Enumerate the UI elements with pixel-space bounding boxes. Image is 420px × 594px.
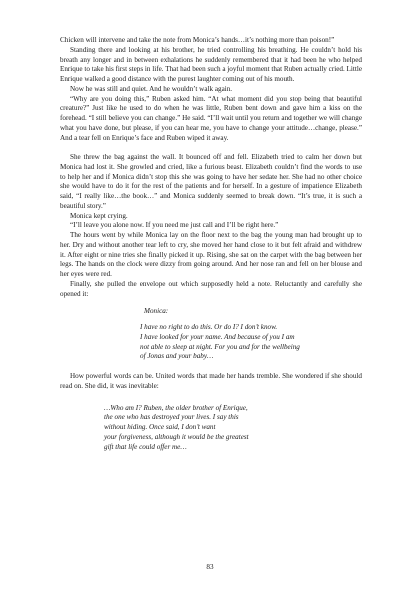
- paragraph: Standing there and looking at his brother, he tried controlling his breathing. He couldn’t hold his breath any longer and in between exhalations he suddenly remembered that it had been he who helped Enrique to take his first steps in life. That had been such a joyful moment that Ruben actually cried. Little Enrique walked a good distance with the purest laughter coming out of his mouth.: [60, 45, 362, 83]
- letter-line: without hiding. Once said, I don’t want: [104, 423, 216, 431]
- letter-salutation: Monica:: [144, 307, 169, 316]
- letter-line: I have looked for your name. And because of you I am: [140, 332, 295, 341]
- letter-line: gift that life could offer me…: [104, 442, 187, 451]
- body-text: [60, 36, 362, 299]
- letter-line: your forgiveness, although it would be the greatest: [104, 432, 249, 441]
- page-number: 83: [206, 563, 214, 571]
- paragraph: The hours went by while Monica lay on the floor next to the bag the young man had brought up to her. Dry and without another tear left to cry, she moved her hand close to it but felt afraid and withdrew it. After eight or nine tries she finally picked it up. Rising, she sat on the carpet with the bag between her legs. The hands on the clock were dizzy from going around. And her nose ran and fell on her blouse and her eyes were red.: [60, 231, 362, 278]
- letter-line: …Who am I? Ruben, the older brother of Enrique,: [104, 403, 248, 412]
- letter-excerpt-2: [60, 404, 362, 453]
- paragraph: She threw the bag against the wall. It bounced off and fell. Elizabeth tried to calm her down but Monica had lost it. She growled and cried, like a furious beast. Elizabeth couldn’t find the words to use to help her and if Monica didn’t stop this she was going to have her sedate her. She had no other choice she would have to do it for the rest of the patients and for herself. In a gesture of impatience Elizabeth said, “I really like…the book…” and Monica suddenly seemed to break down. “It’s true, it is such a beautiful story.”: [60, 153, 362, 210]
- paragraph: How powerful words can be. United words that made her hands tremble. She wondered if she should read on. She did, it was inevitable:: [60, 372, 362, 390]
- letter-line: of Jonas and your baby…: [140, 352, 214, 361]
- paragraph: Chicken will intervene and take the note from Monica’s hands…it’s nothing more than poison!”: [60, 36, 335, 44]
- letter-excerpt-1: [60, 307, 362, 362]
- paragraph: Monica kept crying.: [70, 211, 128, 220]
- paragraph: Now he was still and quiet. And he wouldn’t walk again.: [70, 84, 233, 93]
- paragraph: Finally, she pulled the envelope out which supposedly held a note. Reluctantly and carefully she opened it:: [60, 279, 362, 298]
- paragraph: “Why are you doing this,” Ruben asked him. “At what moment did you stop being that beautiful creature?” Just like he used to do when he was little, Ruben bent down and gave him a kiss on the forehead. “I still believe you can change.” He said. “I’ll wait until you return and together we will change what you have done, but please, if you can hear me, you have to change your attitude…change, please.” And a tear fell on Enrique’s face and Ruben wiped it away.: [60, 94, 362, 142]
- letter-line: I have no right to do this. Or do I? I don’t know.: [140, 323, 278, 331]
- letter-line: not able to sleep at night. For you and for the wellbeing: [140, 342, 300, 351]
- paragraph: “I’ll leave you alone now. If you need me just call and I’ll be right here.”: [70, 221, 279, 230]
- letter-line: the one who has destroyed your lives. I say this: [104, 413, 239, 422]
- body-text: [60, 372, 362, 392]
